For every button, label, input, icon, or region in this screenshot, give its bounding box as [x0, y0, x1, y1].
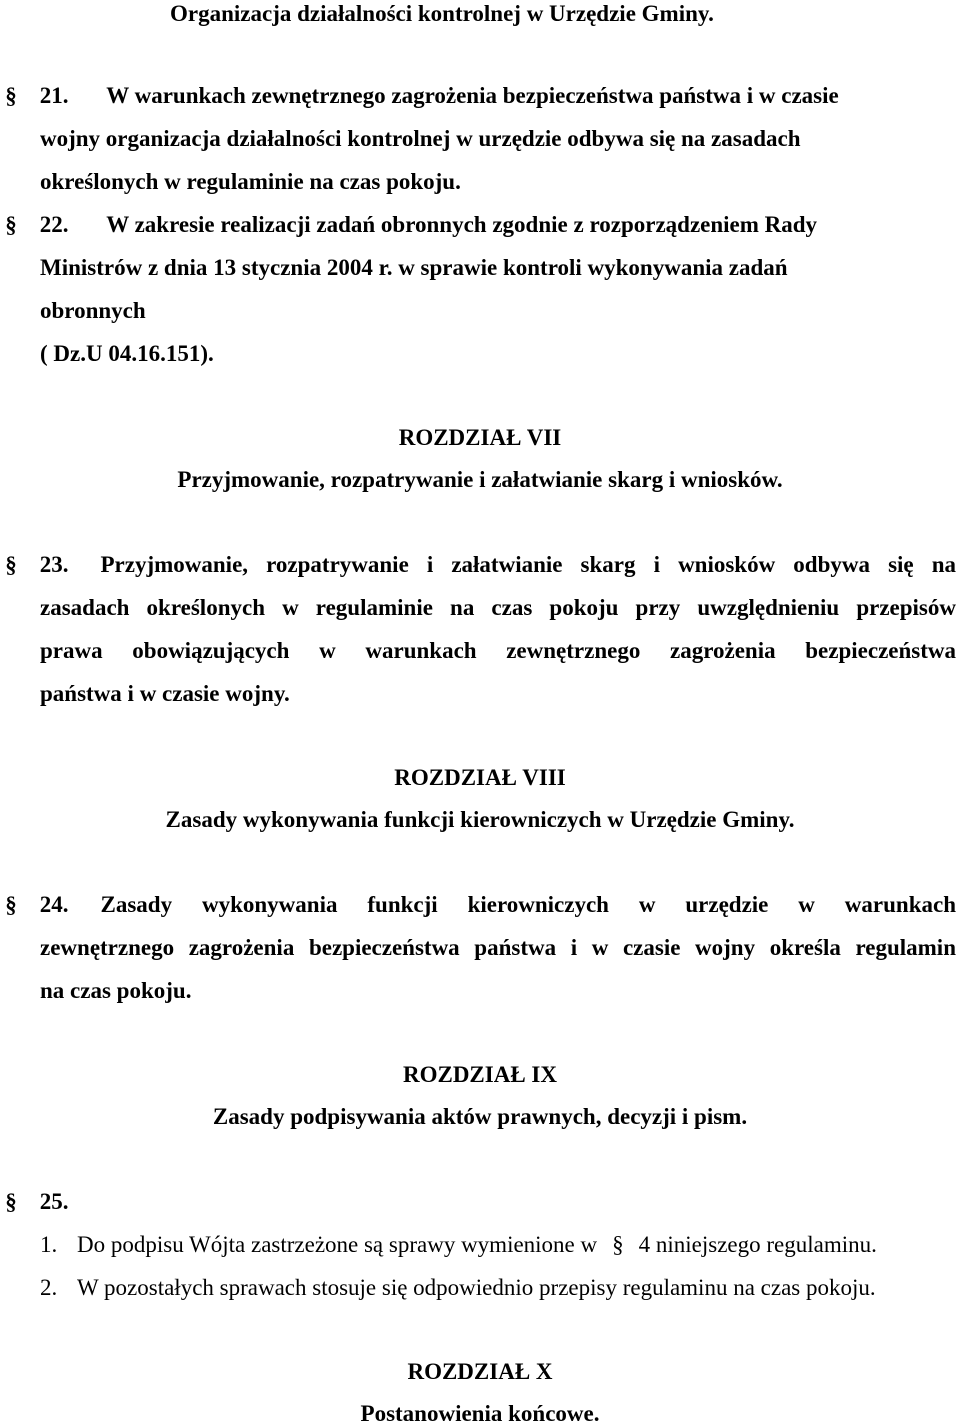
- paragraph-number: 21.: [39, 83, 69, 108]
- list-item-text: W pozostałych sprawach stosuje się odpowiednio przepisy regulaminu na czas pokoju.: [77, 1275, 876, 1300]
- chapter-10-heading: ROZDZIAŁ X: [407, 1359, 553, 1384]
- paragraph-text: Zasady wykonywania funkcji kierowniczych w urzędzie w warunkach: [100, 892, 956, 917]
- section-sign-icon: §: [5, 212, 17, 237]
- paragraph-24-line-3: na czas pokoju.: [40, 978, 192, 1003]
- paragraph-21-line-1: [0, 82, 839, 110]
- list-item-number: 2.: [40, 1275, 58, 1300]
- list-item-text: Do podpisu Wójta zastrzeżone są sprawy wymienione w: [77, 1232, 598, 1257]
- paragraph-number: 24.: [39, 892, 69, 917]
- paragraph-number: 23.: [39, 552, 69, 577]
- section-sign-icon: §: [5, 552, 17, 577]
- paragraph-text: Przyjmowanie, rozpatrywanie i załatwianie skarg i wniosków odbywa się na: [100, 552, 956, 577]
- paragraph-23-line-4: państwa i w czasie wojny.: [40, 681, 290, 706]
- paragraph-text: W warunkach zewnętrznego zagrożenia bezpieczeństwa państwa i w czasie: [106, 83, 839, 108]
- chapter-7-title: Przyjmowanie, rozpatrywanie i załatwianie skarg i wniosków.: [177, 467, 783, 492]
- chapter-7-heading: ROZDZIAŁ VII: [398, 425, 562, 450]
- paragraph-23-line-1: [0, 551, 956, 579]
- paragraph-22-line-2: Ministrów z dnia 13 stycznia 2004 r. w sprawie kontroli wykonywania zadań: [40, 255, 788, 280]
- chapter-10-title: Postanowienia końcowe.: [360, 1401, 600, 1426]
- paragraph-24-line-2: zewnętrznego zagrożenia bezpieczeństwa państwa i w czasie wojny określa regulamin: [40, 935, 956, 960]
- paragraph-23-line-2: zasadach określonych w regulaminie na czas pokoju przy uwzględnieniu przepisów: [40, 595, 956, 620]
- paragraph-22-line-1: [0, 211, 817, 239]
- section-title: Organizacja działalności kontrolnej w Urzędzie Gminy.: [170, 1, 714, 26]
- list-item: [40, 1274, 876, 1302]
- paragraph-24-line-1: [0, 891, 956, 919]
- paragraph-21-line-3: określonych w regulaminie na czas pokoju.: [40, 169, 461, 194]
- section-sign-icon: §: [5, 892, 17, 917]
- list-item-text: 4 niniejszego regulaminu.: [638, 1232, 877, 1257]
- list-item: [40, 1231, 877, 1259]
- paragraph-text: W zakresie realizacji zadań obronnych zgodnie z rozporządzeniem Rady: [106, 212, 818, 237]
- paragraph-25-heading: [0, 1188, 69, 1216]
- paragraph-21-line-2: wojny organizacja działalności kontrolnej w urzędzie odbywa się na zasadach: [40, 126, 801, 151]
- paragraph-23-line-3: prawa obowiązujących w warunkach zewnętrznego zagrożenia bezpieczeństwa: [40, 638, 956, 663]
- paragraph-number: 25.: [39, 1189, 69, 1214]
- section-sign-icon: §: [5, 1189, 17, 1214]
- paragraph-22-line-3: obronnych: [40, 298, 146, 323]
- chapter-9-title: Zasady podpisywania aktów prawnych, decyzji i pism.: [212, 1104, 748, 1129]
- list-item-number: 1.: [40, 1232, 58, 1257]
- paragraph-22-line-4: ( Dz.U 04.16.151).: [40, 341, 214, 366]
- section-sign-icon: §: [5, 83, 17, 108]
- chapter-8-title: Zasady wykonywania funkcji kierowniczych w Urzędzie Gminy.: [165, 807, 795, 832]
- section-sign-icon: §: [612, 1232, 624, 1257]
- paragraph-number: 22.: [39, 212, 69, 237]
- chapter-8-heading: ROZDZIAŁ VIII: [394, 765, 566, 790]
- chapter-9-heading: ROZDZIAŁ IX: [402, 1062, 557, 1087]
